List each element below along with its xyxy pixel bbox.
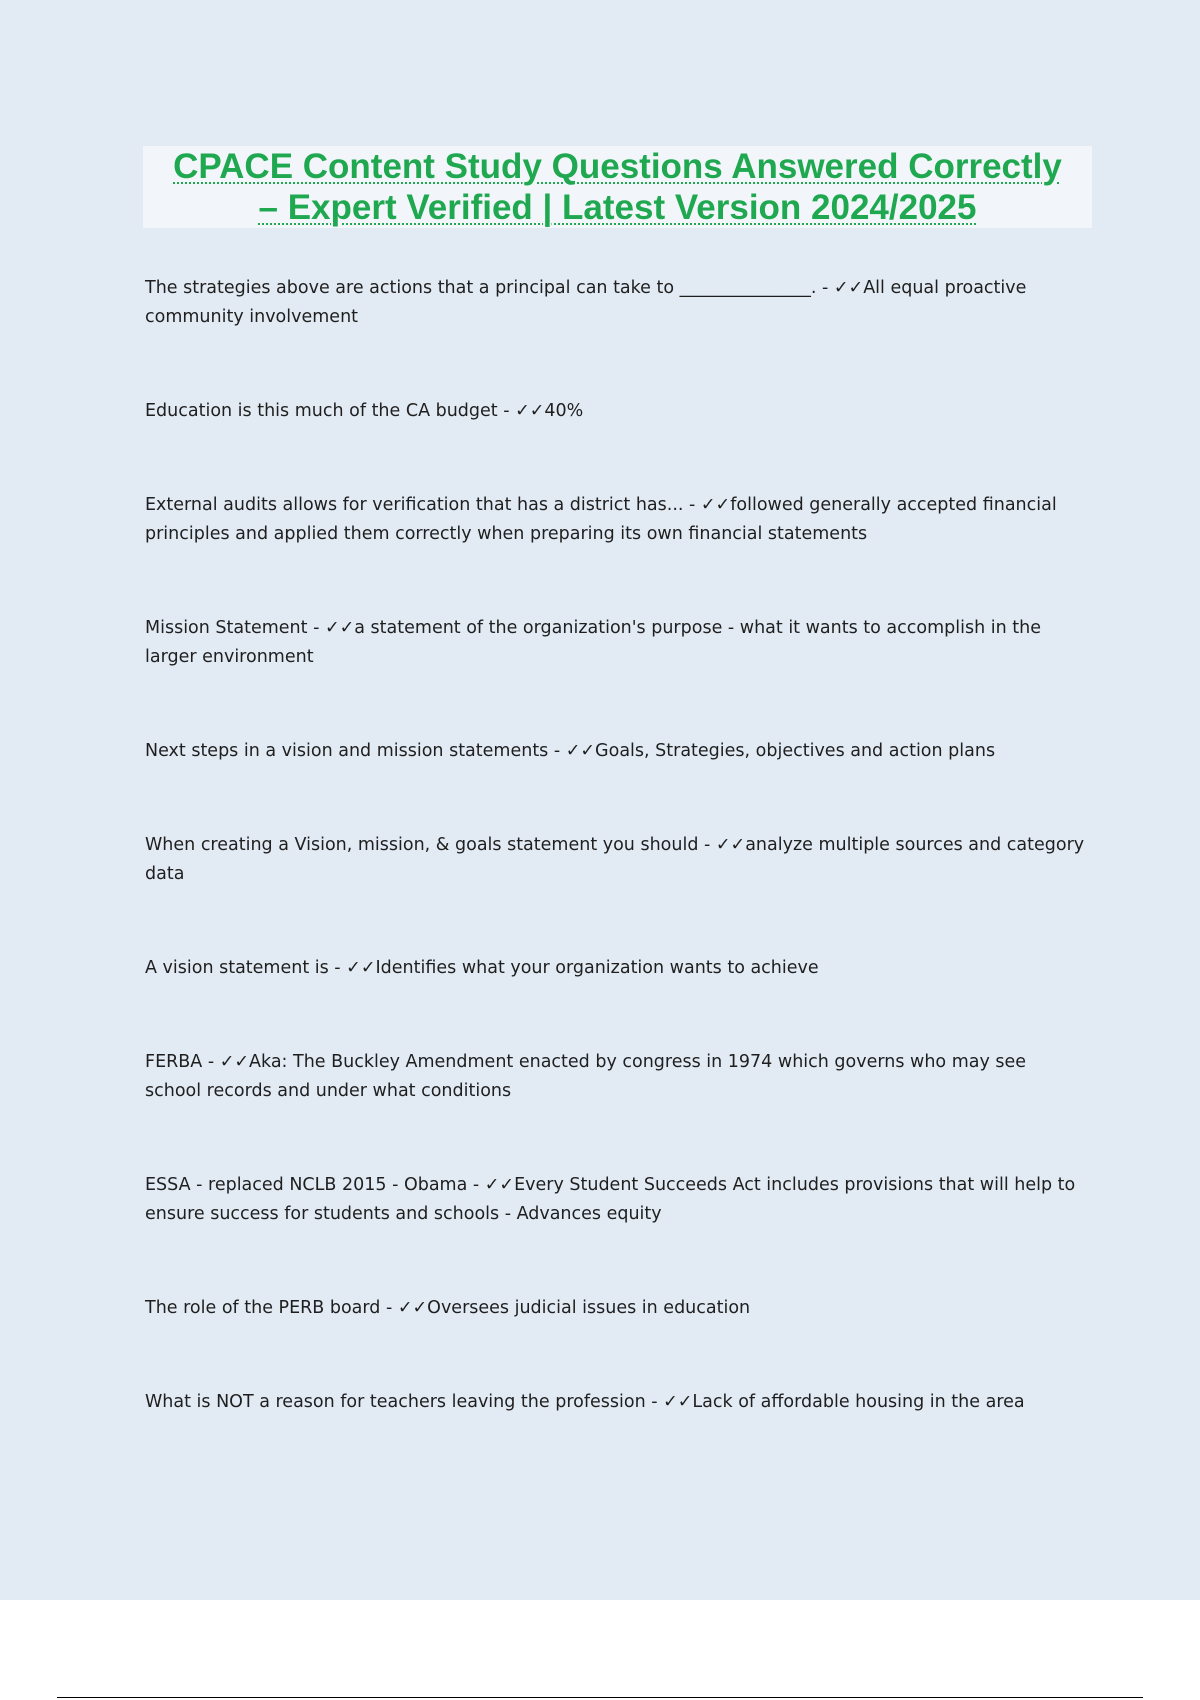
qa-item: When creating a Vision, mission, & goals statement you should - ✓✓analyze multiple sources and category data	[145, 835, 1085, 884]
qa-item: FERBA - ✓✓Aka: The Buckley Amendment enacted by congress in 1974 which governs who may see school records and under what conditions	[145, 1052, 1027, 1101]
title-line-2: – Expert Verified | Latest Version 2024/2025	[258, 188, 977, 227]
footer-rule	[57, 1697, 1143, 1698]
qa-item: Mission Statement - ✓✓a statement of the organization's purpose - what it wants to accomplish in the larger environment	[145, 618, 1041, 667]
title-line-1: CPACE Content Study Questions Answered Correctly	[173, 147, 1062, 186]
qa-item: Next steps in a vision and mission statements - ✓✓Goals, Strategies, objectives and action plans	[145, 741, 996, 761]
qa-item: External audits allows for verification that has a district has... - ✓✓followed generally accepted financial principles and applied them correctly when preparing its own financial statements	[145, 495, 1057, 544]
qa-item: The strategies above are actions that a principal can take to _______________. - ✓✓All equal proactive community involvement	[145, 278, 1027, 327]
qa-item: A vision statement is - ✓✓Identifies what your organization wants to achieve	[145, 958, 819, 978]
qa-item: The role of the PERB board - ✓✓Oversees judicial issues in education	[145, 1298, 751, 1318]
qa-item: ESSA - replaced NCLB 2015 - Obama - ✓✓Every Student Succeeds Act includes provisions that will help to ensure success for students and schools - Advances equity	[145, 1175, 1076, 1224]
document-title	[143, 146, 1092, 228]
qa-item: Education is this much of the CA budget - ✓✓40%	[145, 401, 584, 421]
qa-item: What is NOT a reason for teachers leaving the profession - ✓✓Lack of affordable housing in the area	[145, 1392, 1025, 1412]
qa-list	[145, 274, 1085, 1417]
